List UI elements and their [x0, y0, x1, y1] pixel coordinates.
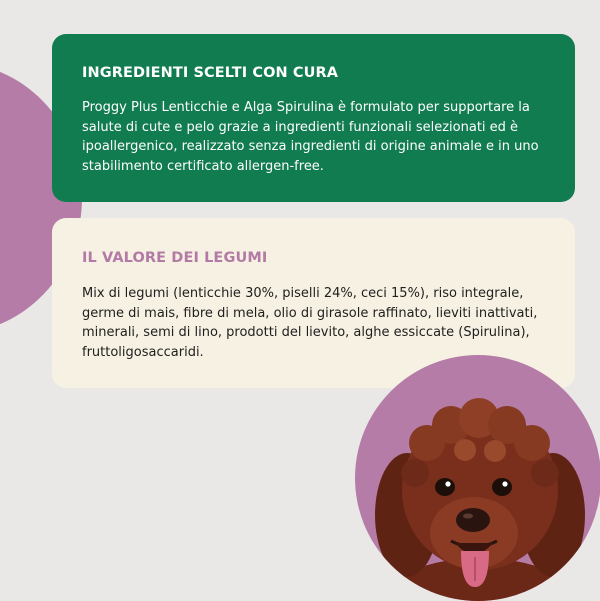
dog-portrait-circle: [355, 355, 600, 601]
ingredients-body: Proggy Plus Lenticchie e Alga Spirulina è formulato per supportare la salute di cute e pelo grazie a ingredienti funzionali selezionati ed è ipoallergenico, realizzato senza ingredienti di origine animale e in uno stabilimento certificato allergen-free.: [82, 100, 539, 174]
dog-illustration: [355, 355, 600, 601]
ingredients-title: INGREDIENTI SCELTI CON CURA: [82, 65, 339, 81]
legumes-body: Mix di legumi (lenticchie 30%, piselli 24%, ceci 15%), riso integrale, germe di mais, fibre di mela, olio di girasole raffinato, lieviti inattivati, minerali, semi di lino, prodotti del lievito, alghe essiccate (Spirulina), fruttoligosaccaridi.: [82, 286, 538, 360]
legumes-title: IL VALORE DEI LEGUMI: [82, 250, 268, 266]
ingredients-card: [52, 34, 575, 202]
